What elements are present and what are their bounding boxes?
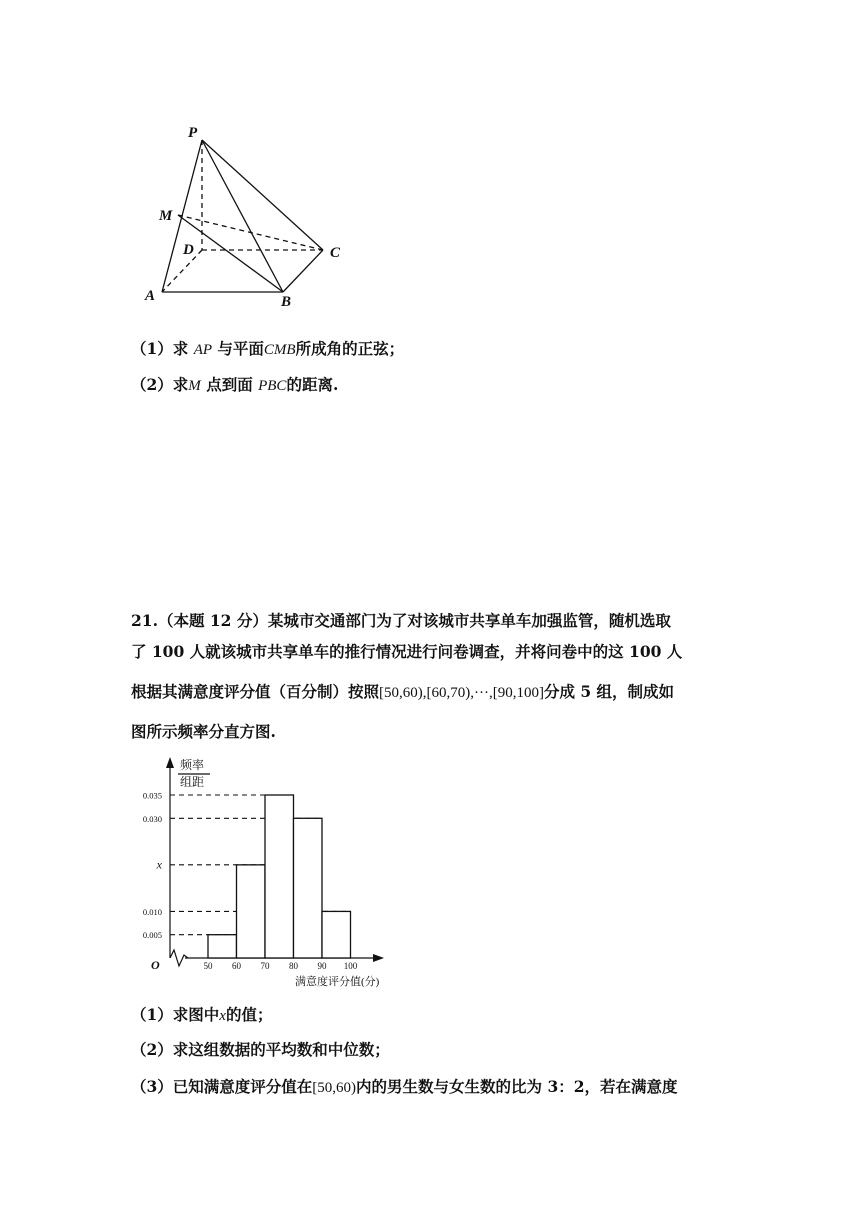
- q20-part2-prefix: （2）求: [131, 375, 189, 394]
- edge-PB: [202, 140, 283, 292]
- x-tick-label: 100: [343, 961, 358, 971]
- q21-part1-prefix: （1）求图中: [131, 1005, 220, 1024]
- var-AP: AP: [193, 342, 213, 358]
- x-tick-label: 90: [317, 961, 327, 971]
- q20-part1-mid: 与平面: [212, 339, 264, 358]
- q21-part1-suffix: 的值；: [225, 1005, 273, 1024]
- ylabel-top: 频率: [180, 758, 205, 772]
- x-tick-label: 60: [232, 961, 241, 971]
- y-tick-label: 0.005: [142, 930, 162, 941]
- histogram-bar: [237, 865, 266, 958]
- q21-part3-suffix: 内的男生数与女生数的比为 3：2，若在满意度: [356, 1077, 678, 1096]
- x-axis-arrow: [373, 954, 384, 962]
- var-M: M: [188, 378, 201, 394]
- q20-part1: [131, 337, 404, 359]
- q21-part1: [131, 1003, 272, 1025]
- q21-part2: （2）求这组数据的平均数和中位数；: [131, 1040, 390, 1059]
- q21-intervals: [50,60),[60,70),···,[90,100]: [379, 685, 544, 701]
- y-tick-label: 0.030: [142, 813, 162, 824]
- y-tick-label: 0.035: [142, 790, 162, 801]
- frequency-histogram: [130, 755, 400, 990]
- edge-MC: [178, 215, 323, 250]
- pyramid-figure: [130, 115, 370, 315]
- label-D: D: [183, 242, 194, 258]
- q21-line3-prefix: 根据其满意度评分值（百分制）按照: [131, 682, 380, 701]
- q21-line4: 图所示频率分直方图.: [131, 722, 276, 741]
- y-axis-arrow: [166, 757, 174, 768]
- histogram-bar: [208, 935, 237, 958]
- origin-label: O: [151, 958, 160, 972]
- q20-part2-mid: 点到面: [200, 375, 259, 394]
- label-P: P: [188, 125, 198, 141]
- q21-line2: 了 100 人就该城市共享单车的推行情况进行问卷调查，并将问卷中的这 100 人: [131, 642, 683, 661]
- q21-line3: [131, 680, 674, 702]
- q20-part1-suffix: 所成角的正弦；: [295, 339, 405, 358]
- label-C: C: [330, 245, 341, 261]
- q20-part2-suffix: 的距离.: [286, 375, 339, 394]
- ylabel-bottom: 组距: [180, 775, 205, 789]
- y-tick-label: x: [156, 857, 162, 872]
- y-tick-label: 0.010: [142, 906, 162, 917]
- x-tick-label: 80: [289, 961, 298, 971]
- x-tick-label: 70: [260, 961, 270, 971]
- q20-part2: [131, 373, 338, 395]
- histogram-bar: [294, 818, 323, 958]
- q21-part3: [131, 1075, 678, 1097]
- edge-BC: [283, 250, 323, 292]
- q20-part1-prefix: （1）求: [131, 339, 194, 358]
- q21-line1: 21.（本题 12 分）某城市交通部门为了对该城市共享单车加强监管，随机选取: [131, 611, 671, 630]
- label-B: B: [281, 294, 292, 310]
- edge-PC: [202, 140, 323, 250]
- q21-part3-interval: [50,60): [312, 1080, 357, 1096]
- x-axis-title: 满意度评分值(分): [295, 976, 380, 988]
- var-PBC: PBC: [258, 378, 287, 394]
- label-M: M: [159, 208, 173, 224]
- var-CMB: CMB: [263, 342, 296, 358]
- q21-part3-prefix: （3）已知满意度评分值在: [131, 1077, 313, 1096]
- q21-line3-suffix: 分成 5 组，制成如: [543, 682, 675, 701]
- label-A: A: [145, 288, 156, 304]
- x-tick-label: 50: [203, 961, 213, 971]
- histogram-bar: [265, 795, 294, 958]
- var-x: x: [219, 1008, 226, 1024]
- histogram-bar: [322, 911, 351, 958]
